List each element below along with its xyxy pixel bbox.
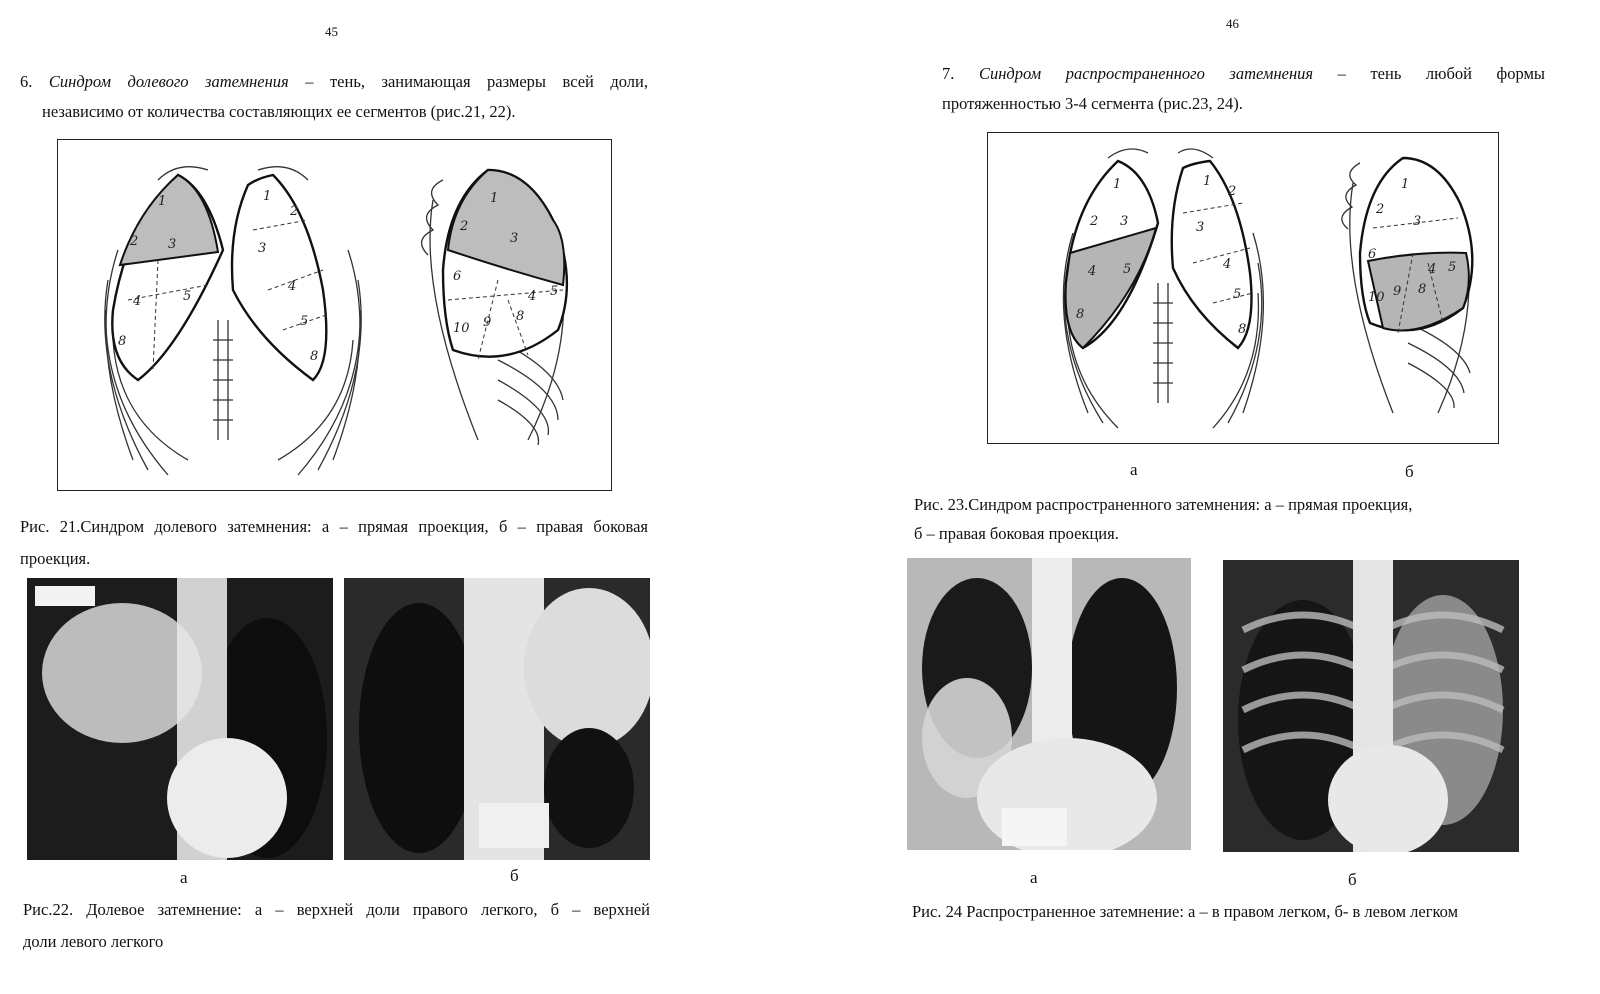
fig23-side-seg: 4 <box>1428 262 1437 277</box>
xray-a-image <box>907 558 1191 850</box>
fig21-seg: 5 <box>300 314 309 329</box>
fig21-side-seg: 8 <box>516 309 525 324</box>
fig21-seg: 2 <box>290 204 299 219</box>
fig23-seg: 8 <box>1238 322 1247 337</box>
fig21-seg: 8 <box>310 349 319 364</box>
fig21-side-seg: 10 <box>453 321 470 336</box>
fig23-side-seg: 1 <box>1401 177 1410 192</box>
fig23-seg: 3 <box>1120 214 1129 229</box>
page-number-left: 45 <box>325 24 338 39</box>
fig21-seg: 3 <box>258 241 267 256</box>
fig23-seg: 1 <box>1203 174 1212 189</box>
fig23-seg: 1 <box>1113 177 1122 192</box>
fig23-seg: 2 <box>1228 184 1237 199</box>
fig23-side-seg: 9 <box>1393 284 1402 299</box>
section-7-text1: – тень любой формы <box>1313 64 1545 83</box>
fig23-label-a: а <box>1130 460 1138 479</box>
fig22-label-b: б <box>510 866 519 885</box>
fig23-side-seg: 2 <box>1376 202 1385 217</box>
section-6-term: Синдром долевого затемнения <box>48 72 289 91</box>
fig24-caption: Рис. 24 Распространенное затемнение: а – в правом легком, б- в левом легком <box>912 902 1459 921</box>
fig24-xray-b <box>1223 560 1519 852</box>
fig21-seg: 1 <box>263 189 272 204</box>
fig21-caption-line1: Рис. 21.Синдром долевого затемнения: а – прямая проекция, б – правая боковая <box>20 517 648 536</box>
xray-b-image <box>1223 560 1519 852</box>
fig23-caption-line1: Рис. 23.Синдром распространенного затемнения: а – прямая проекция, <box>914 495 1413 514</box>
fig23-side-seg: 3 <box>1413 214 1422 229</box>
section-6-text1: – тень, занимающая размеры всей доли, <box>288 72 648 91</box>
section-7-term: Синдром распространенного затемнения <box>978 64 1314 83</box>
page-number-right: 46 <box>1226 16 1239 31</box>
fig21-side-seg: 4 <box>528 289 537 304</box>
fig23-seg: 8 <box>1076 307 1085 322</box>
fig23-side-seg: 10 <box>1368 290 1385 305</box>
fig23-seg: 4 <box>1088 264 1097 279</box>
fig21-side-seg: 3 <box>510 231 519 246</box>
fig22-caption-line1: Рис.22. Долевое затемнение: а – верхней доли правого легкого, б – верхней <box>23 900 650 919</box>
fig21-side-seg: 5 <box>550 284 559 299</box>
fig21-seg: 4 <box>133 294 142 309</box>
fig23-caption-line2: б – правая боковая проекция. <box>914 524 1119 543</box>
fig23-seg: 3 <box>1196 220 1205 235</box>
xray-a-image <box>27 578 333 860</box>
section-6-number: 6. <box>20 72 33 91</box>
fig24-label-b: б <box>1348 870 1357 889</box>
fig23-side-seg: 5 <box>1448 260 1457 275</box>
fig23-seg: 5 <box>1123 262 1132 277</box>
fig23-illustration <box>987 132 1499 444</box>
fig23-seg: 4 <box>1223 257 1232 272</box>
section-7-number: 7. <box>942 64 955 83</box>
fig24-xray-a <box>907 558 1191 850</box>
fig21-illustration <box>57 139 612 491</box>
fig21-seg: 1 <box>158 194 167 209</box>
fig21-seg: 4 <box>288 279 297 294</box>
fig23-label-b: б <box>1405 462 1414 481</box>
fig22-label-a: а <box>180 868 188 887</box>
fig21-seg: 8 <box>118 334 127 349</box>
fig21-seg: 3 <box>168 237 177 252</box>
fig24-label-a: а <box>1030 868 1038 887</box>
fig23-seg: 2 <box>1090 214 1099 229</box>
fig23-side-seg: 6 <box>1368 247 1377 262</box>
section-6-text2: независимо от количества составляющих ее сегментов (рис.21, 22). <box>42 102 516 121</box>
fig21-side-seg: 1 <box>490 191 499 206</box>
xray-b-image <box>344 578 650 860</box>
section-7-text2: протяженностью 3-4 сегмента (рис.23, 24). <box>942 94 1243 113</box>
section-7-line1 <box>942 59 1545 89</box>
fig23-drawing <box>988 133 1498 443</box>
fig21-seg: 5 <box>183 289 192 304</box>
fig22-caption-line2: доли левого легкого <box>23 932 164 951</box>
fig21-seg: 2 <box>130 234 139 249</box>
fig22-xray-a <box>27 578 333 860</box>
fig21-side-seg: 2 <box>460 219 469 234</box>
section-6-line1 <box>20 67 648 97</box>
fig23-side-seg: 8 <box>1418 282 1427 297</box>
fig21-caption-line2: проекция. <box>20 549 91 568</box>
fig21-side-seg: 9 <box>483 315 492 330</box>
fig21-side-seg: 6 <box>453 269 462 284</box>
fig23-seg: 5 <box>1233 287 1242 302</box>
fig22-xray-b <box>344 578 650 860</box>
fig21-drawing <box>58 140 611 490</box>
